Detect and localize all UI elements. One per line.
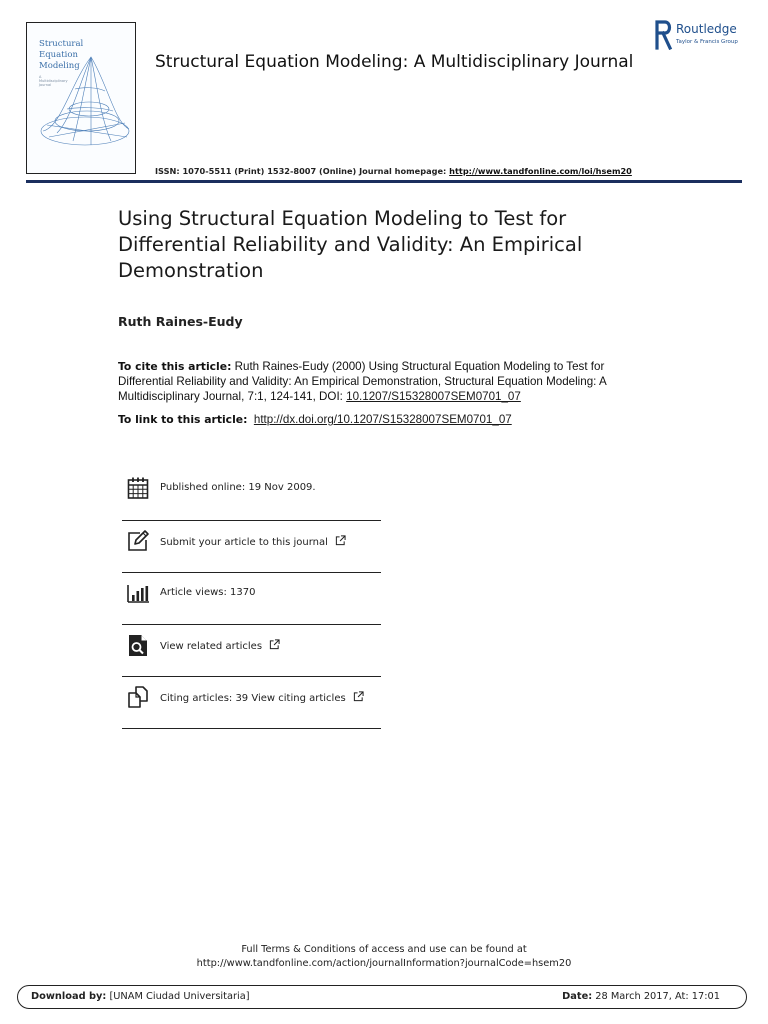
- download-date: [562, 991, 720, 1002]
- download-info-bar: [17, 985, 747, 1009]
- article-author: Ruth Raines-Eudy: [118, 314, 243, 329]
- download-by: [31, 991, 250, 1002]
- publisher-logo: [654, 20, 754, 52]
- related-articles-link[interactable]: [160, 639, 280, 652]
- journal-homepage-link[interactable]: http://www.tandfonline.com/loi/hsem20: [449, 166, 632, 176]
- cover-title: Structural Equation Modeling: [39, 39, 84, 71]
- submit-article-row[interactable]: [122, 521, 381, 573]
- submit-article-link[interactable]: [160, 535, 346, 548]
- calendar-icon: [126, 476, 150, 500]
- article-info-list: [122, 468, 381, 729]
- citing-documents-icon: [126, 685, 150, 709]
- cite-text: Ruth Raines-Eudy (2000) Using Structural Equation Modeling to Test for Differential Reliability and Validity: An Empirical Demonstration, Structural Equation Modeling: A Multidisciplinary Journal, 7:1, 124-141, DOI:: [118, 360, 607, 403]
- related-articles-row[interactable]: [122, 625, 381, 677]
- download-date-label: Date:: [562, 991, 593, 1002]
- terms-and-conditions: [0, 943, 768, 971]
- external-link-icon: [269, 639, 280, 650]
- citing-articles-row[interactable]: [122, 677, 381, 729]
- link-label: To link to this article:: [118, 413, 248, 426]
- download-by-value: [UNAM Ciudad Universitaria]: [106, 991, 250, 1002]
- journal-title: Structural Equation Modeling: A Multidisciplinary Journal: [155, 52, 634, 72]
- article-views-row: [122, 573, 381, 625]
- article-doi-link[interactable]: http://dx.doi.org/10.1207/S15328007SEM0701_07: [253, 413, 512, 426]
- bar-chart-icon: [126, 581, 150, 605]
- cover-subtitle: A Multidisciplinary Journal: [39, 75, 68, 87]
- published-online-text: Published online: 19 Nov 2009.: [160, 482, 316, 493]
- submit-article-label: Submit your article to this journal: [160, 537, 328, 548]
- citing-articles-link[interactable]: [160, 691, 364, 704]
- publisher-name: Routledge: [676, 22, 737, 36]
- issn-line: [155, 166, 632, 176]
- download-date-value: 28 March 2017, At: 17:01: [592, 991, 720, 1002]
- routledge-r-icon: [654, 20, 674, 50]
- external-link-icon: [353, 691, 364, 702]
- journal-cover-thumbnail: [26, 22, 136, 174]
- issn-text: ISSN: 1070-5511 (Print) 1532-8007 (Online) Journal homepage:: [155, 166, 450, 176]
- cite-doi-link[interactable]: 10.1207/S15328007SEM0701_07: [346, 390, 521, 403]
- published-online-row: [122, 468, 381, 521]
- external-link-icon: [335, 535, 346, 546]
- cite-label: To cite this article:: [118, 360, 232, 373]
- header-divider: [26, 180, 742, 183]
- terms-line-1: Full Terms & Conditions of access and use can be found at: [241, 944, 527, 955]
- document-search-icon: [126, 633, 150, 657]
- related-articles-label: View related articles: [160, 641, 263, 652]
- citing-articles-label: Citing articles: 39 View citing articles: [160, 693, 346, 704]
- article-title: Using Structural Equation Modeling to Test for Differential Reliability and Validity: An Empirical Demonstration: [118, 207, 583, 282]
- download-by-label: Download by:: [31, 991, 107, 1002]
- publisher-group: Taylor & Francis Group: [676, 39, 738, 45]
- article-link-block: [118, 413, 678, 426]
- pencil-edit-icon: [126, 529, 150, 553]
- article-views-text: Article views: 1370: [160, 587, 256, 598]
- citation-block: [118, 359, 658, 404]
- terms-link[interactable]: http://www.tandfonline.com/action/journalInformation?journalCode=hsem20: [196, 958, 572, 969]
